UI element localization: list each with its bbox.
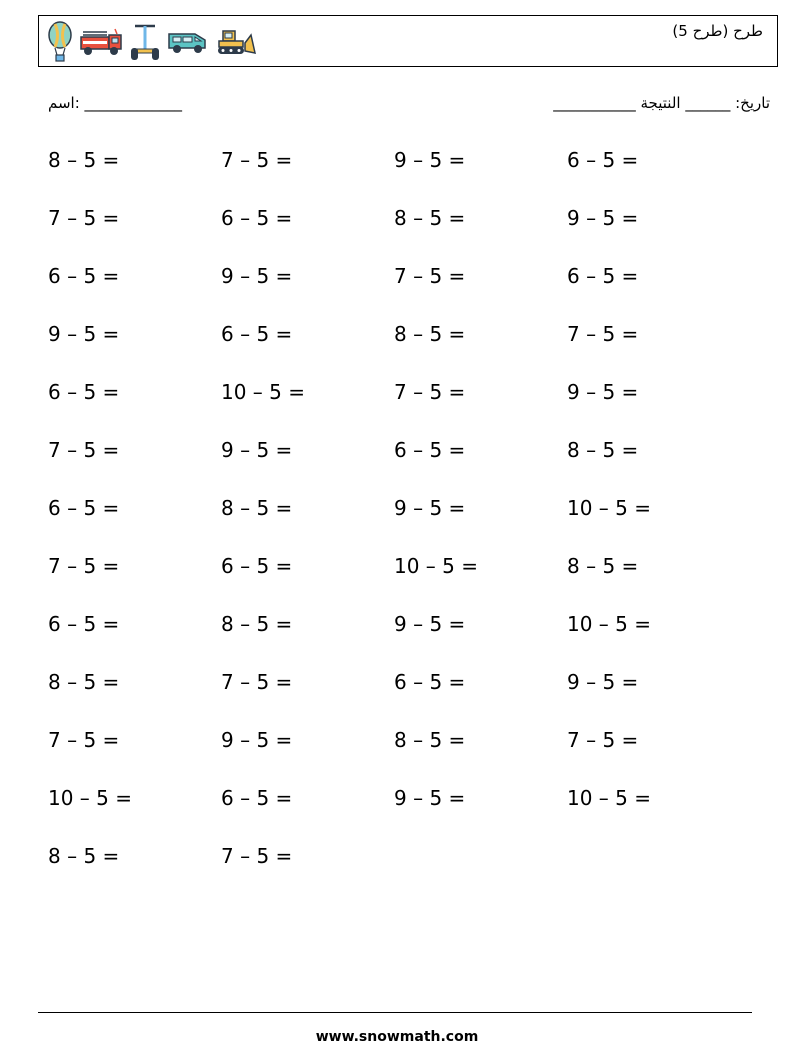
problem-item: 9 – 5 =	[394, 496, 466, 520]
problem-item: 9 – 5 =	[48, 322, 120, 346]
problem-item: 9 – 5 =	[567, 670, 639, 694]
problem-item: 6 – 5 =	[48, 264, 120, 288]
problem-item: 8 – 5 =	[48, 844, 120, 868]
footer-divider	[38, 1012, 752, 1013]
problem-item: 8 – 5 =	[394, 206, 466, 230]
problem-item: 8 – 5 =	[567, 438, 639, 462]
problem-item: 6 – 5 =	[221, 786, 293, 810]
problem-item: 7 – 5 =	[394, 380, 466, 404]
fire-truck-icon	[79, 27, 123, 57]
worksheet-title: طرح (طرح 5)	[672, 22, 763, 40]
footer-url: www.snowmath.com	[315, 1029, 479, 1045]
problem-item: 6 – 5 =	[394, 670, 466, 694]
problem-item: 8 – 5 =	[394, 322, 466, 346]
problem-item: 6 – 5 =	[394, 438, 466, 462]
name-field: اسم: _____________	[48, 94, 183, 112]
problem-item: 6 – 5 =	[221, 322, 293, 346]
problem-item: 7 – 5 =	[394, 264, 466, 288]
problem-item: 8 – 5 =	[221, 496, 293, 520]
van-icon	[167, 28, 209, 56]
problem-item: 9 – 5 =	[567, 206, 639, 230]
problem-item: 8 – 5 =	[221, 612, 293, 636]
problem-item: 9 – 5 =	[394, 612, 466, 636]
problem-item: 9 – 5 =	[221, 728, 293, 752]
problem-item: 8 – 5 =	[394, 728, 466, 752]
problem-item: 7 – 5 =	[221, 844, 293, 868]
bulldozer-icon	[215, 27, 257, 57]
problem-grid	[48, 148, 748, 902]
problem-item: 6 – 5 =	[48, 496, 120, 520]
problem-item: 10 – 5 =	[567, 786, 652, 810]
problem-item: 9 – 5 =	[394, 786, 466, 810]
problem-item: 8 – 5 =	[48, 148, 120, 172]
problem-item: 8 – 5 =	[48, 670, 120, 694]
problem-item: 6 – 5 =	[567, 264, 639, 288]
date-score-field: تاريخ: ______ النتيجة ___________	[553, 94, 770, 112]
problem-item: 7 – 5 =	[567, 728, 639, 752]
worksheet-header	[38, 15, 778, 67]
problem-item: 8 – 5 =	[567, 554, 639, 578]
problem-item: 6 – 5 =	[48, 612, 120, 636]
segway-icon	[129, 22, 161, 62]
problem-item: 9 – 5 =	[221, 438, 293, 462]
problem-item: 10 – 5 =	[394, 554, 479, 578]
problem-item: 9 – 5 =	[567, 380, 639, 404]
problem-item: 7 – 5 =	[567, 322, 639, 346]
problem-item: 7 – 5 =	[48, 728, 120, 752]
problem-item: 6 – 5 =	[48, 380, 120, 404]
problem-item: 10 – 5 =	[567, 612, 652, 636]
problem-item: 6 – 5 =	[567, 148, 639, 172]
problem-item: 7 – 5 =	[48, 554, 120, 578]
icon-strip	[47, 20, 257, 64]
problem-item: 7 – 5 =	[221, 670, 293, 694]
problem-item: 6 – 5 =	[221, 554, 293, 578]
problem-item: 7 – 5 =	[48, 438, 120, 462]
problem-item: 10 – 5 =	[48, 786, 133, 810]
problem-item: 6 – 5 =	[221, 206, 293, 230]
problem-item: 10 – 5 =	[221, 380, 306, 404]
problem-item: 7 – 5 =	[48, 206, 120, 230]
problem-item: 7 – 5 =	[221, 148, 293, 172]
problem-item: 9 – 5 =	[394, 148, 466, 172]
hot-air-balloon-icon	[47, 21, 73, 63]
problem-item: 10 – 5 =	[567, 496, 652, 520]
problem-item: 9 – 5 =	[221, 264, 293, 288]
